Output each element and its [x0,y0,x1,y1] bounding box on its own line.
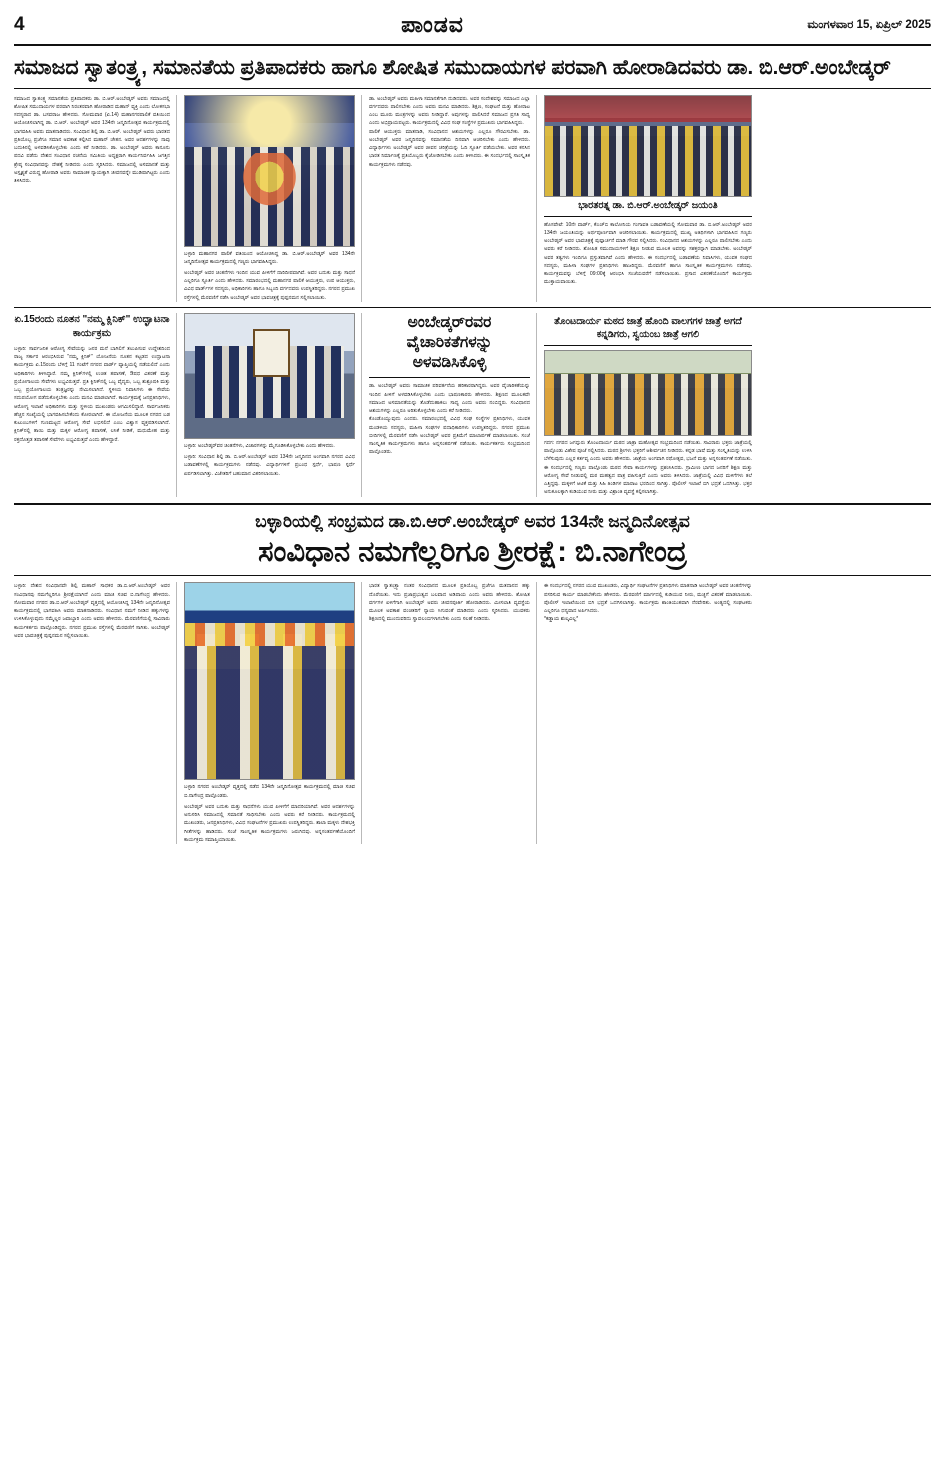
mid-zone [14,307,931,497]
feature-column-1 [14,582,177,844]
lead-photo-stage [184,95,355,247]
mid-left-headline: ಏ.15ರಂದು ನೂತನ "ನಮ್ಮ ಕ್ಲಿನಿಕ್" ಉದ್ಘಾಟನಾ ಕಾರ್ಯಕ್ರಮ [14,313,170,339]
sidebar-headline: ಭಾರತರತ್ನ ಡಾ. ಬಿ.ಆರ್.ಅಂಬೇಡ್ಕರ್ ಜಯಂತಿ [544,200,752,217]
page-number: 4 [14,14,25,35]
photograph-icon [545,351,751,435]
masthead [14,12,931,46]
mid-center-left-column [184,313,362,497]
mid-left-body: ಬಳ್ಳಾರಿ: ಸಾರ್ವಜನಿಕ ಆರೋಗ್ಯ ಸೇವೆಯನ್ನು ಜನರ ಮನೆ ಬಾಗಿಲಿಗೆ ತಲುಪಿಸುವ ಉದ್ದೇಶದಿಂದ ರಾಜ್ಯ ಸರ್ಕಾರ ಆರಂಭಿಸಿರುವ "ನಮ್ಮ ಕ್ಲಿನಿಕ್" ಯೋಜನೆಯ ನೂತನ ಕಟ್ಟಡದ ಉದ್ಘಾಟನಾ ಕಾರ್ಯಕ್ರಮ ಏ.15ರಂದು ಬೆಳಿಗ್ಗೆ 11 ಗಂಟೆಗೆ ನಗರದ ವಾರ್ಡ್ ವ್ಯಾಪ್ತಿಯಲ್ಲಿ ನಡೆಯಲಿದೆ ಎಂದು ಅಧಿಕಾರಿಗಳು ತಿಳಿಸಿದ್ದಾರೆ. ನಮ್ಮ ಕ್ಲಿನಿಕ್‌ಗಳಲ್ಲಿ ಉಚಿತ ತಪಾಸಣೆ, ಔಷಧ ವಿತರಣೆ ಮತ್ತು ಪ್ರಯೋಗಾಲಯ ಸೇವೆಗಳು ಲಭ್ಯವಿರುತ್ತವೆ. ಪ್ರತಿ ಕ್ಲಿನಿಕ್‌ನಲ್ಲಿ ಒಬ್ಬ ವೈದ್ಯರು, ಒಬ್ಬ ಶುಶ್ರೂಷಕಿ ಮತ್ತು ಒಬ್ಬ ಪ್ರಯೋಗಾಲಯ ತಂತ್ರಜ್ಞರನ್ನು ನೇಮಿಸಲಾಗಿದೆ. ಸ್ಥಳೀಯ ನಿವಾಸಿಗಳು ಈ ಸೇವೆಯ ಸದುಪಯೋಗ ಪಡೆದುಕೊಳ್ಳಬೇಕು ಎಂದು ಮನವಿ ಮಾಡಲಾಗಿದೆ. ಕಾರ್ಯಕ್ರಮಕ್ಕೆ ಜನಪ್ರತಿನಿಧಿಗಳು, ಆರೋಗ್ಯ ಇಲಾಖೆ ಅಧಿಕಾರಿಗಳು ಮತ್ತು ಸ್ಥಳೀಯ ಮುಖಂಡರು ಆಗಮಿಸಲಿದ್ದಾರೆ. ಸಾರ್ವಜನಿಕರು ಹೆಚ್ಚಿನ ಸಂಖ್ಯೆಯಲ್ಲಿ ಭಾಗವಹಿಸಬೇಕೆಂದು ಕೋರಲಾಗಿದೆ. ಈ ಯೋಜನೆಯ ಮೂಲಕ ನಗರದ ಬಡ ಕುಟುಂಬಗಳಿಗೆ ಗುಣಮಟ್ಟದ ಆರೋಗ್ಯ ಸೇವೆ ಲಭಿಸಲಿದೆ ಎಂಬ ವಿಶ್ವಾಸ ವ್ಯಕ್ತಪಡಿಸಲಾಗಿದೆ. ಕ್ಲಿನಿಕ್‌ನಲ್ಲಿ ತಾಯಿ ಮತ್ತು ಮಕ್ಕಳ ಆರೋಗ್ಯ ತಪಾಸಣೆ, ಲಸಿಕೆ ನೀಡಿಕೆ, ಮಧುಮೇಹ ಮತ್ತು ರಕ್ತದೊತ್ತಡ ತಪಾಸಣೆ ಸೇವೆಗಳು ಲಭ್ಯವಿರುತ್ತವೆ ಎಂದು ಹೇಳಿದ್ದಾರೆ. [14,345,170,443]
feature-body-2: ಅಂಬೇಡ್ಕರ್ ಅವರ ಬದುಕು ಮತ್ತು ಸಾಧನೆಗಳು ಯುವ ಪೀಳಿಗೆಗೆ ಮಾದರಿಯಾಗಿವೆ. ಅವರ ಆದರ್ಶಗಳನ್ನು ಅನುಸರಿಸಿ ಸಮಾಜದಲ್ಲಿ ಸಮಾನತೆ ಸಾಧಿಸಬೇಕು ಎಂದು ಅವರು ಕರೆ ನೀಡಿದರು. ಕಾರ್ಯಕ್ರಮದಲ್ಲಿ ಮುಖಂಡರು, ಜನಪ್ರತಿನಿಧಿಗಳು, ವಿವಿಧ ಸಂಘಟನೆಗಳ ಪ್ರಮುಖರು ಉಪಸ್ಥಿತರಿದ್ದರು. ಶಾಲಾ ಮಕ್ಕಳು ದೇಶಭಕ್ತಿ ಗೀತೆಗಳನ್ನು ಹಾಡಿದರು. ಸಂಜೆ ಸಾಂಸ್ಕೃತಿಕ ಕಾರ್ಯಕ್ರಮಗಳು ಜರುಗಿದವು. ಅನ್ನಸಂತರ್ಪಣೆಯೊಂದಿಗೆ ಕಾರ್ಯಕ್ರಮ ಸಮಾಪ್ತಿಯಾಯಿತು. [184,803,355,843]
sidebar-top [544,95,752,302]
feature-columns [14,582,931,844]
feature-column-3 [369,582,537,844]
mid-left-body-2: ಬಳ್ಳಾರಿ: ಸಂವಿಧಾನ ಶಿಲ್ಪಿ ಡಾ. ಬಿ.ಆರ್.ಅಂಬೇಡ್ಕರ್ ಅವರ 134ನೇ ಜನ್ಮದಿನದ ಅಂಗವಾಗಿ ನಗರದ ವಿವಿಧ ಬಡಾವಣೆಗಳಲ್ಲಿ ಕಾರ್ಯಕ್ರಮಗಳು ನಡೆದವು. ವಿದ್ಯಾರ್ಥಿಗಳಿಗೆ ಪ್ರಬಂಧ ಸ್ಪರ್ಧೆ, ಭಾಷಣ ಸ್ಪರ್ಧೆ ಏರ್ಪಡಿಸಲಾಗಿತ್ತು. ವಿಜೇತರಿಗೆ ಬಹುಮಾನ ವಿತರಿಸಲಾಯಿತು. [184,454,355,477]
lead-photo-caption: ಬಳ್ಳಾರಿ ಮಹಾನಗರ ಪಾಲಿಕೆ ವತಿಯಿಂದ ಆಯೋಜಿಸಿದ್ದ ಡಾ. ಬಿ.ಆರ್.ಅಂಬೇಡ್ಕರ್ ಅವರ 134ನೇ ಜನ್ಮದಿನೋತ್ಸವ ಕಾರ್ಯಕ್ರಮದಲ್ಲಿ ಗಣ್ಯರು ಭಾಗವಹಿಸಿದ್ದರು. [184,250,355,265]
mid-right-headline: ತೊಂಟದಾರ್ಯ ಮಠದ ಜಾತ್ರೆ ಹೊಂದಿ ವಾಲಗಗಳ ಜಾತ್ರೆ ಅಗದೆ ಕನ್ನಡಿಗರು, ಸ್ವಯಂಬ ಜಾತ್ರೆ ಆಗಲಿ [544,316,752,346]
feature-body-1: ಬಳ್ಳಾರಿ: ದೇಶದ ಸಂವಿಧಾನವೇ ಶಿಲ್ಪಿ ಮಹಾನ್ ಸಾಧಕರ ಡಾ.ಬಿ.ಆರ್.ಅಂಬೇಡ್ಕರ್ ಅವರ ಸಂವಿಧಾನವು ನಮಗೆಲ್ಲರಿಗೂ ಶ್ರೀರಕ್ಷೆಯಾಗಿದೆ ಎಂದು ಮಾಜಿ ಸಚಿವ ಬಿ.ನಾಗೇಂದ್ರ ಹೇಳಿದರು. ಸೋಮವಾರ ನಗರದ ಡಾ.ಬಿ.ಆರ್.ಅಂಬೇಡ್ಕರ್ ವೃತ್ತದಲ್ಲಿ ಆಯೋಜಿಸಿದ್ದ 134ನೇ ಜನ್ಮದಿನೋತ್ಸವ ಕಾರ್ಯಕ್ರಮದಲ್ಲಿ ಭಾಗವಹಿಸಿ ಅವರು ಮಾತನಾಡಿದರು. ಸಂವಿಧಾನ ನಮಗೆ ನೀಡಿದ ಹಕ್ಕುಗಳನ್ನು ಉಳಿಸಿಕೊಳ್ಳುವುದು ನಮ್ಮೆಲ್ಲರ ಜವಾಬ್ದಾರಿ ಎಂದು ಅವರು ಹೇಳಿದರು. ಮೆರವಣಿಗೆಯಲ್ಲಿ ಸಾವಿರಾರು ಕಾರ್ಯಕರ್ತರು ಪಾಲ್ಗೊಂಡಿದ್ದರು. ನಗರದ ಪ್ರಮುಖ ರಸ್ತೆಗಳಲ್ಲಿ ಮೆರವಣಿಗೆ ಸಾಗಿತು. ಅಂಬೇಡ್ಕರ್ ಅವರ ಭಾವಚಿತ್ರಕ್ಕೆ ಪುಷ್ಪನಮನ ಸಲ್ಲಿಸಲಾಯಿತು. [14,583,170,639]
feature-photo-caption: ಬಳ್ಳಾರಿ ನಗರದ ಅಂಬೇಡ್ಕರ್ ವೃತ್ತದಲ್ಲಿ ನಡೆದ 134ನೇ ಜನ್ಮದಿನೋತ್ಸವ ಕಾರ್ಯಕ್ರಮದಲ್ಲಿ ಮಾಜಿ ಸಚಿವ ಬಿ.ನಾಗೇಂದ್ರ ಪಾಲ್ಗೊಂಡರು. [184,784,355,799]
feature-headline: ಸಂವಿಧಾನ ನಮಗೆಲ್ಲರಿಗೂ ಶ್ರೀರಕ್ಷೆ: ಬಿ.ನಾಗೇಂದ್ರ [14,533,931,577]
mid-photo-caption: ಬಳ್ಳಾರಿ: ಅಂಬೇಡ್ಕರ್‌ವರ ಚಿಂತನೆಗಳು, ವಿಚಾರಗಳನ್ನು ಮೈಗೂಡಿಸಿಕೊಳ್ಳಬೇಕು ಎಂದು ಹೇಳಿದರು. [184,442,335,449]
feature-zone [14,503,931,844]
lead-column-1 [14,95,177,302]
mid-center-headline: ಅಂಬೇಡ್ಕರ್‌ರವರ ವೈಚಾರಿಕತೆಗಳನ್ನು ಅಳವಡಿಸಿಕೊಳ್ಳಿ [369,313,530,378]
lead-body-3: ಡಾ. ಅಂಬೇಡ್ಕರ್ ಅವರು ಮಹಿಳಾ ಸಮಾನತೆಗಾಗಿ ದುಡಿದವರು. ಅವರ ಸಂದೇಶವನ್ನು ಸಮಾಜದ ಎಲ್ಲಾ ವರ್ಗದವರು ಪಾಲಿಸಬೇಕು ಎಂದು ಅವರು ಮನವಿ ಮಾಡಿದರು. ಶಿಕ್ಷಣ, ಸಂಘಟನೆ ಮತ್ತು ಹೋರಾಟ ಎಂಬ ಮೂರು ಮಂತ್ರಗಳನ್ನು ಅವರು ನೀಡಿದ್ದಾರೆ. ಅವುಗಳನ್ನು ಪಾಲಿಸಿದರೆ ಸಮಾಜದ ಪ್ರಗತಿ ಸಾಧ್ಯ ಎಂದು ಅಭಿಪ್ರಾಯಪಟ್ಟರು. ಕಾರ್ಯಕ್ರಮದಲ್ಲಿ ವಿವಿಧ ಸಂಘ ಸಂಸ್ಥೆಗಳ ಪ್ರಮುಖರು ಭಾಗವಹಿಸಿದ್ದರು. [369,95,530,127]
feature-body-4: ಈ ಸಂದರ್ಭದಲ್ಲಿ ನಗರದ ಯುವ ಮುಖಂಡರು, ವಿದ್ಯಾರ್ಥಿ ಸಂಘಟನೆಗಳ ಪ್ರತಿನಿಧಿಗಳು ಮಾತನಾಡಿ ಅಂಬೇಡ್ಕರ್ ಅವರ ಚಿಂತನೆಗಳನ್ನು ಪಸರಿಸುವ ಕಾರ್ಯ ಮಾಡಬೇಕೆಂದು ಹೇಳಿದರು. ಮೆರವಣಿಗೆ ಮಾರ್ಗದಲ್ಲಿ ಕುಡಿಯುವ ನೀರು, ಮಜ್ಜಿಗೆ ವಿತರಣೆ ಮಾಡಲಾಯಿತು. ಪೊಲೀಸ್ ಇಲಾಖೆಯಿಂದ ಬಿಗಿ ಭದ್ರತೆ ಒದಗಿಸಲಾಗಿತ್ತು. ಕಾರ್ಯಕ್ರಮ ಶಾಂತಿಯುತವಾಗಿ ನೆರವೇರಿತು. ಅಂತ್ಯದಲ್ಲಿ ಸಂಘಟಕರು ಎಲ್ಲರಿಗೂ ಧನ್ಯವಾದ ಅರ್ಪಿಸಿದರು. [544,583,752,615]
feature-kicker: ಬಳ್ಳಾರಿಯಲ್ಲಿ ಸಂಭ್ರಮದ ಡಾ.ಬಿ.ಆರ್.ಅಂಬೇಡ್ಕರ್ ಅವರ 134ನೇ ಜನ್ಮದಿನೋತ್ಸವ [255,511,690,531]
feature-column-4 [544,582,752,844]
lead-body-1: ಸಮಾಜದ ಸ್ವಾತಂತ್ರ್ಯ ಸಮಾನತೆಯ ಪ್ರತಿಪಾದಕರು ಡಾ. ಬಿ.ಆರ್.ಅಂಬೇಡ್ಕರ್ ಅವರು ಸಮಾಜದಲ್ಲಿ ಶೋಷಿತ ಸಮುದಾಯಗಳ ಪರವಾಗಿ ನಿರಂತರವಾಗಿ ಹೋರಾಡಿದ ಮಹಾನ್ ವ್ಯಕ್ತಿ ಎಂದು ಲೋಕಸಭಾ ಸದಸ್ಯರಾದ ಡಾ. ಬಸವರಾಜ ಹೇಳಿದರು. ಸೋಮವಾರ (ಏ.14) ಮಹಾನಗರಪಾಲಿಕೆ ವತಿಯಿಂದ ಆಯೋಜಿಸಲಾಗಿದ್ದ ಡಾ. ಬಿ.ಆರ್. ಅಂಬೇಡ್ಕರ್ ಅವರ 134ನೇ ಜನ್ಮದಿನೋತ್ಸವ ಕಾರ್ಯಕ್ರಮದಲ್ಲಿ ಭಾಗವಹಿಸಿ ಅವರು ಮಾತನಾಡಿದರು. ಸಂವಿಧಾನ ಶಿಲ್ಪಿ ಡಾ. ಬಿ.ಆರ್. ಅಂಬೇಡ್ಕರ್ ಅವರು ಭಾರತದ ಪ್ರತಿಯೊಬ್ಬ ಪ್ರಜೆಗೂ ಸಮಾನ ಅವಕಾಶ ಕಲ್ಪಿಸಿದ ಮಹಾನ್ ಚೇತನ. ಅವರ ಆದರ್ಶಗಳನ್ನು ನಾವು ಬದುಕಿನಲ್ಲಿ ಅಳವಡಿಸಿಕೊಳ್ಳಬೇಕು ಎಂದು ಕರೆ ನೀಡಿದರು. ಡಾ. ಅಂಬೇಡ್ಕರ್ ಅವರು ಕಾನೂನು ಪದವಿ ಪಡೆದು ದೇಶದ ಸಂವಿಧಾನ ರಚನೆಯ ಸಮಿತಿಯ ಅಧ್ಯಕ್ಷರಾಗಿ ಕಾರ್ಯನಿರ್ವಹಿಸಿ ಜಗತ್ತಿನ ಶ್ರೇಷ್ಠ ಸಂವಿಧಾನವನ್ನು ದೇಶಕ್ಕೆ ನೀಡಿದರು ಎಂದು ಸ್ಮರಿಸಿದರು. ಸಮಾಜದಲ್ಲಿ ಅಸಮಾನತೆ ಮತ್ತು ಅಸ್ಪೃಶ್ಯತೆ ವಿರುದ್ಧ ಹೋರಾಡಿ ಅವರು ಸಾಮಾಜಿಕ ನ್ಯಾಯಕ್ಕಾಗಿ ಜೀವನವನ್ನೇ ಮುಡಿಪಾಗಿಟ್ಟರು ಎಂದು ತಿಳಿಸಿದರು. [14,95,170,185]
lead-body-2: ಅಂಬೇಡ್ಕರ್ ಅವರ ಚಿಂತನೆಗಳು ಇಂದಿನ ಯುವ ಪೀಳಿಗೆಗೆ ದಾರಿದೀಪವಾಗಿವೆ. ಅವರ ಬದುಕು ಮತ್ತು ಸಾಧನೆ ಎಲ್ಲರಿಗೂ ಸ್ಫೂರ್ತಿ ಎಂದು ಹೇಳಿದರು. ಸಮಾರಂಭದಲ್ಲಿ ಮಹಾನಗರ ಪಾಲಿಕೆ ಆಯುಕ್ತರು, ಉಪ ಆಯುಕ್ತರು, ವಿವಿಧ ವಾರ್ಡ್‌ಗಳ ಸದಸ್ಯರು, ಅಧಿಕಾರಿಗಳು ಹಾಗೂ ಸಿಬ್ಬಂದಿ ವರ್ಗದವರು ಉಪಸ್ಥಿತರಿದ್ದರು. ನಗರದ ಪ್ರಮುಖ ರಸ್ತೆಗಳಲ್ಲಿ ಮೆರವಣಿಗೆ ನಡೆಸಿ ಅಂಬೇಡ್ಕರ್ ಅವರ ಭಾವಚಿತ್ರಕ್ಕೆ ಪುಷ್ಪನಮನ ಸಲ್ಲಿಸಲಾಯಿತು. [184,269,355,301]
lead-body-4: ಪಾಲಿಕೆ ಆಯುಕ್ತರು ಮಾತನಾಡಿ, ಸಂವಿಧಾನದ ಆಶಯಗಳನ್ನು ಎಲ್ಲರೂ ಗೌರವಿಸಬೇಕು. ಡಾ. ಅಂಬೇಡ್ಕರ್ ಅವರ ಜನ್ಮದಿನವನ್ನು ಸಮಾನತೆಯ ದಿನವಾಗಿ ಆಚರಿಸಬೇಕು ಎಂದು ಹೇಳಿದರು. ವಿದ್ಯಾರ್ಥಿಗಳು ಅಂಬೇಡ್ಕರ್ ಅವರ ಜೀವನ ಚರಿತ್ರೆಯನ್ನು ಓದಿ ಸ್ಫೂರ್ತಿ ಪಡೆಯಬೇಕು. ಅವರ ಕನಸಿನ ಭಾರತ ನಿರ್ಮಾಣಕ್ಕೆ ಪ್ರತಿಯೊಬ್ಬರು ಕೈಜೋಡಿಸಬೇಕು ಎಂದು ತಿಳಿಸಿದರು. ಈ ಸಂದರ್ಭದಲ್ಲಿ ಸಾಂಸ್ಕೃತಿಕ ಕಾರ್ಯಕ್ರಮಗಳು ನಡೆದವು. [369,128,530,168]
paper-name: ಪಾಂಡವ [401,12,464,37]
mid-right-column [544,313,752,497]
publication-date: ಮಂಗಳವಾರ 15, ಏಪ್ರಿಲ್ 2025 [807,18,931,31]
lead-column-2 [184,95,362,302]
mid-center-column [369,313,537,497]
photograph-icon [185,314,354,438]
photograph-icon [545,96,751,196]
mid-left-column [14,313,177,497]
mid-right-photo-crowd [544,350,752,436]
mid-center-body-1: ಡಾ. ಅಂಬೇಡ್ಕರ್ ಅವರು ಸಾಮಾಜಿಕ ಪರಿವರ್ತನೆಯ ಹರಿಕಾರರಾಗಿದ್ದರು. ಅವರ ವೈಚಾರಿಕತೆಯನ್ನು ಇಂದಿನ ಪೀಳಿಗೆ ಅಳವಡಿಸಿಕೊಳ್ಳಬೇಕು ಎಂದು ಭಾಷಣಕಾರರು ಹೇಳಿದರು. ಶಿಕ್ಷಣದ ಮೂಲಕವೇ ಸಮಾಜದ ಅಸಮಾನತೆಯನ್ನು ತೊಡೆದುಹಾಕಲು ಸಾಧ್ಯ ಎಂದು ಅವರು ನಂಬಿದ್ದರು. ಸಂವಿಧಾನದ ಆಶಯಗಳನ್ನು ಎಲ್ಲರೂ ಅರಿತುಕೊಳ್ಳಬೇಕು ಎಂದು ಕರೆ ನೀಡಿದರು. [369,383,530,415]
feature-footer-note: *ಕಡ್ಡಾಯ ಶುಲ್ಕವಿಲ್ಲ* [544,616,579,623]
mid-photo-indoor [184,313,355,439]
mid-center-body-2: ಕೊಂಡೊಯ್ಯುವುದು ಎಂದರು. ಸಮಾರಂಭದಲ್ಲಿ ವಿವಿಧ ಸಂಘ ಸಂಸ್ಥೆಗಳ ಪ್ರತಿನಿಧಿಗಳು, ಯುವಕ ಮಂಡಳಿಯ ಸದಸ್ಯರು, ಮಹಿಳಾ ಸಂಘಗಳ ಪದಾಧಿಕಾರಿಗಳು ಉಪಸ್ಥಿತರಿದ್ದರು. ನಗರದ ಪ್ರಮುಖ ಬೀದಿಗಳಲ್ಲಿ ಮೆರವಣಿಗೆ ನಡೆಸಿ ಅಂಬೇಡ್ಕರ್ ಅವರ ಪ್ರತಿಮೆಗೆ ಮಾಲಾರ್ಪಣೆ ಮಾಡಲಾಯಿತು. ಸಂಜೆ ಸಾಂಸ್ಕೃತಿಕ ಕಾರ್ಯಕ್ರಮಗಳು ಹಾಗೂ ಅನ್ನಸಂತರ್ಪಣೆ ನಡೆಯಿತು. ಕಾರ್ಯಕರ್ತರು ಸಂಭ್ರಮದಿಂದ ಪಾಲ್ಗೊಂಡರು. [369,416,530,456]
feature-column-2 [184,582,362,844]
top-zone [14,95,931,302]
mid-right-body: ಗದಗ: ನಗರದ ಜಗದ್ಗುರು ತೊಂಟದಾರ್ಯ ಮಠದ ಜಾತ್ರಾ ಮಹೋತ್ಸವ ಸಂಭ್ರಮದಿಂದ ನಡೆಯಿತು. ಸಾವಿರಾರು ಭಕ್ತರು ಜಾತ್ರೆಯಲ್ಲಿ ಪಾಲ್ಗೊಂಡು ವಿಶೇಷ ಪೂಜೆ ಸಲ್ಲಿಸಿದರು. ಮಠದ ಶ್ರೀಗಳು ಭಕ್ತರಿಗೆ ಆಶೀರ್ವಚನ ನೀಡಿದರು. ಕನ್ನಡ ಭಾಷೆ ಮತ್ತು ಸಂಸ್ಕೃತಿಯನ್ನು ಉಳಿಸಿ ಬೆಳೆಸುವುದು ಎಲ್ಲರ ಕರ್ತವ್ಯ ಎಂದು ಅವರು ಹೇಳಿದರು. ಜಾತ್ರೆಯ ಅಂಗವಾಗಿ ರಥೋತ್ಸವ, ಭಜನೆ ಮತ್ತು ಅನ್ನಸಂತರ್ಪಣೆ ನಡೆಯಿತು. ಈ ಸಂದರ್ಭದಲ್ಲಿ ಗಣ್ಯರು ಪಾಲ್ಗೊಂಡು ಮಠದ ಸೇವಾ ಕಾರ್ಯಗಳನ್ನು ಪ್ರಶಂಸಿಸಿದರು. ಗ್ರಾಮೀಣ ಭಾಗದ ಜನರಿಗೆ ಶಿಕ್ಷಣ ಮತ್ತು ಆರೋಗ್ಯ ಸೇವೆ ನೀಡುವಲ್ಲಿ ಮಠ ಮಹತ್ವದ ಪಾತ್ರ ವಹಿಸುತ್ತಿದೆ ಎಂದು ಅವರು ತಿಳಿಸಿದರು. ಜಾತ್ರೆಯಲ್ಲಿ ವಿವಿಧ ಮಳಿಗೆಗಳು ತಲೆ ಎತ್ತಿದ್ದವು. ಮಕ್ಕಳಿಗೆ ಆಟಿಕೆ ಮತ್ತು ಸಿಹಿ ತಿಂಡಿಗಳ ಮಾರಾಟ ಭರದಿಂದ ಸಾಗಿತ್ತು. ಪೊಲೀಸ್ ಇಲಾಖೆ ಬಿಗಿ ಭದ್ರತೆ ಒದಗಿಸಿತ್ತು. ಭಕ್ತರ ಅನುಕೂಲಕ್ಕಾಗಿ ಕುಡಿಯುವ ನೀರು ಮತ್ತು ವಿಶ್ರಾಂತಿ ವ್ಯವಸ್ಥೆ ಕಲ್ಪಿಸಲಾಗಿತ್ತು. [544,439,752,496]
sidebar-photo-group [544,95,752,197]
feature-photo-procession [184,582,355,780]
feature-body-3: ಭಾರತ ಸ್ವಾತಂತ್ರ್ಯಾ ನಂತರ ಸಂವಿಧಾನದ ಮೂಲಕ ಪ್ರತಿಯೊಬ್ಬ ಪ್ರಜೆಗೂ ಮತದಾನದ ಹಕ್ಕು ದೊರೆಯಿತು. ಇದು ಪ್ರಜಾಪ್ರಭುತ್ವದ ಬಲವಾದ ಅಡಿಪಾಯ ಎಂದು ಅವರು ಹೇಳಿದರು. ಶೋಷಿತ ವರ್ಗಗಳ ಏಳಿಗೆಗಾಗಿ ಅಂಬೇಡ್ಕರ್ ಅವರು ಜೀವನಪೂರ್ತಿ ಹೋರಾಡಿದರು. ಮೀಸಲಾತಿ ವ್ಯವಸ್ಥೆಯ ಮೂಲಕ ಅವಕಾಶ ವಂಚಿತರಿಗೆ ನ್ಯಾಯ ಸಿಗುವಂತೆ ಮಾಡಿದರು ಎಂದು ಸ್ಮರಿಸಿದರು. ಯುವಕರು ಶಿಕ್ಷಣದಲ್ಲಿ ಮುಂದುವರಿದು ಸ್ವಾವಲಂಬಿಗಳಾಗಬೇಕು ಎಂದು ಸಲಹೆ ನೀಡಿದರು. [369,583,530,623]
lead-column-3 [369,95,537,302]
photograph-icon [185,583,354,779]
lead-headline: ಸಮಾಜದ ಸ್ವಾತಂತ್ರ್ಯ, ಸಮಾನತೆಯ ಪ್ರತಿಪಾದಕರು ಹಾಗೂ ಶೋಷಿತ ಸಮುದಾಯಗಳ ಪರವಾಗಿ ಹೋರಾಡಿದವರು ಡಾ. ಬಿ.ಆರ್.ಅಂಬೇಡ್ಕರ್ [14,52,931,89]
photograph-icon [185,96,354,246]
sidebar-body: ಹೊಸಪೇಟೆ: 10ನೇ ವಾರ್ಡ್, ಕೆಎಚ್‌ಬಿ ಕಾಲೋನಿಯ ಗಂಗಾವತಿ ಬಡಾವಣೆಯಲ್ಲಿ ಸೋಮವಾರ ಡಾ. ಬಿ.ಆರ್.ಅಂಬೇಡ್ಕರ್ ಅವರ 134ನೇ ಜಯಂತಿಯನ್ನು ಅರ್ಥಪೂರ್ಣವಾಗಿ ಆಚರಿಸಲಾಯಿತು. ಕಾರ್ಯಕ್ರಮದಲ್ಲಿ ಮುಖ್ಯ ಅತಿಥಿಗಳಾಗಿ ಭಾಗವಹಿಸಿದ ಗಣ್ಯರು ಅಂಬೇಡ್ಕರ್ ಅವರ ಭಾವಚಿತ್ರಕ್ಕೆ ಪುಷ್ಪಾರ್ಚನೆ ಮಾಡಿ ಗೌರವ ಸಲ್ಲಿಸಿದರು. ಸಂವಿಧಾನದ ಆಶಯಗಳನ್ನು ಎಲ್ಲರೂ ಪಾಲಿಸಬೇಕು ಎಂದು ಅವರು ಕರೆ ನೀಡಿದರು. ಶೋಷಿತ ಸಮುದಾಯಗಳಿಗೆ ಶಿಕ್ಷಣ ನೀಡುವ ಮೂಲಕ ಅವರನ್ನು ಸಶಕ್ತರನ್ನಾಗಿ ಮಾಡಬೇಕು. ಅಂಬೇಡ್ಕರ್ ಅವರ ತತ್ವಗಳು ಇಂದಿಗೂ ಪ್ರಸ್ತುತವಾಗಿವೆ ಎಂದು ಹೇಳಿದರು. ಈ ಸಂದರ್ಭದಲ್ಲಿ ಬಡಾವಣೆಯ ನಿವಾಸಿಗಳು, ಯುವಕ ಸಂಘದ ಸದಸ್ಯರು, ಮಹಿಳಾ ಸಂಘಗಳ ಪ್ರತಿನಿಧಿಗಳು ಹಾಜರಿದ್ದರು. ಮೆರವಣಿಗೆ ಹಾಗೂ ಸಾಂಸ್ಕೃತಿಕ ಕಾರ್ಯಕ್ರಮಗಳು ನಡೆದವು. ಕಾರ್ಯಕ್ರಮವನ್ನು ಬೆಳಿಗ್ಗೆ 09:00ಕ್ಕೆ ಆರಂಭಿಸಿ ಸಂಜೆಯವರೆಗೆ ನಡೆಸಲಾಯಿತು. ಪ್ರಸಾದ ವಿತರಣೆಯೊಂದಿಗೆ ಕಾರ್ಯಕ್ರಮ ಮುಕ್ತಾಯವಾಯಿತು. [544,221,752,286]
